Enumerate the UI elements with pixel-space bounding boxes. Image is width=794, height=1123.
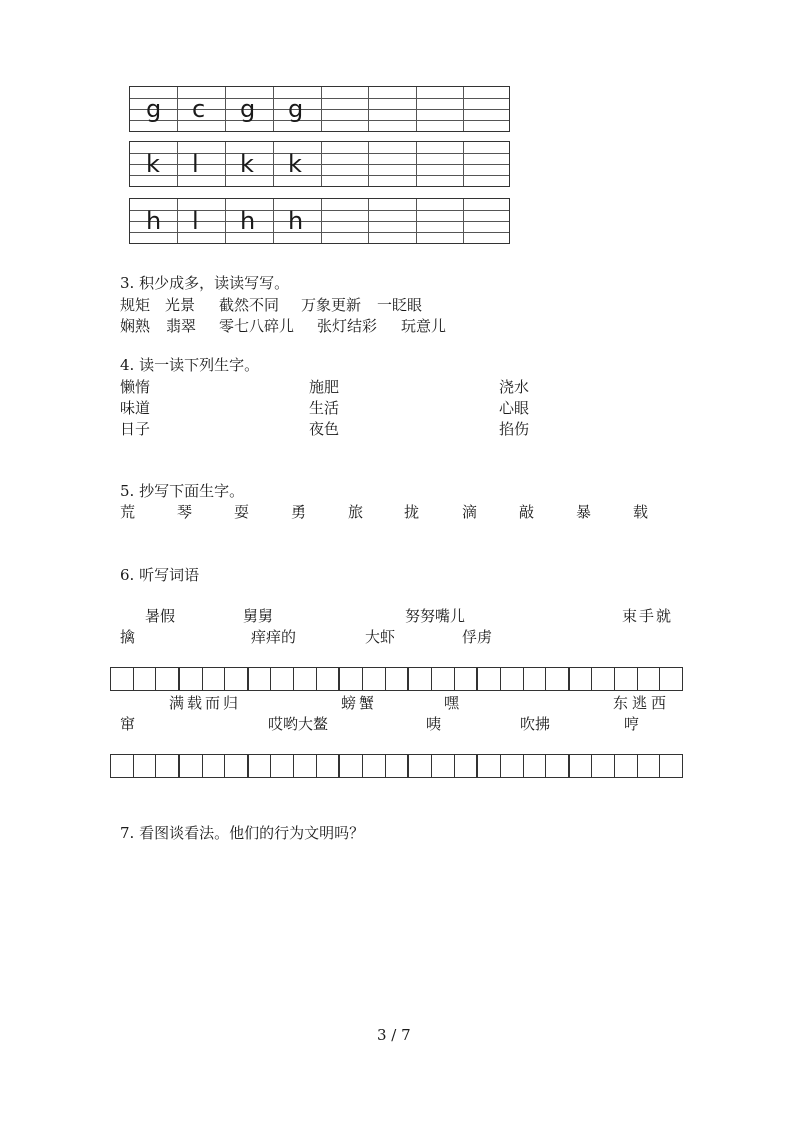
writing-box[interactable] (591, 668, 614, 690)
grid-divider (273, 142, 274, 186)
grid-line (130, 98, 509, 99)
q4-word: 掐伤 (499, 420, 530, 438)
q5-char: 拢 (404, 503, 420, 521)
writing-box[interactable] (202, 668, 225, 690)
q4-word: 夜色 (309, 420, 340, 438)
writing-box[interactable] (247, 755, 271, 777)
q4-word: 浇水 (499, 378, 530, 396)
grid-divider (177, 199, 178, 243)
q3-title: 3. 积少成多，读读写写。 (120, 274, 290, 292)
grid-divider (416, 142, 417, 186)
q6-word: 咦 (426, 715, 442, 733)
grid-line (130, 164, 509, 165)
pinyin-letter: h (288, 207, 304, 235)
writing-box[interactable] (270, 668, 293, 690)
grid-line (130, 109, 509, 110)
grid-line (130, 120, 509, 121)
writing-box[interactable] (178, 668, 202, 690)
q5-char: 敲 (519, 503, 535, 521)
q6-word: 束手就 (622, 607, 674, 625)
writing-box[interactable] (247, 668, 271, 690)
q5-char: 载 (633, 503, 649, 521)
q3-word: 翡翠 (166, 317, 197, 335)
writing-box[interactable] (385, 668, 408, 690)
q5-char: 琴 (177, 503, 193, 521)
writing-box[interactable] (270, 755, 293, 777)
q4-title: 4. 读一读下列生字。 (120, 356, 260, 374)
writing-box[interactable] (178, 755, 202, 777)
q3-word: 零七八碎儿 (219, 317, 295, 335)
q6-word: 哼 (624, 715, 640, 733)
q3-word: 截然不同 (219, 296, 280, 314)
grid-divider (368, 87, 369, 131)
pinyin-letter: k (146, 150, 160, 178)
writing-box[interactable] (591, 755, 614, 777)
q6-word: 暑假 (145, 607, 176, 625)
writing-box[interactable] (500, 755, 523, 777)
grid-divider (321, 142, 322, 186)
grid-line (130, 175, 509, 176)
grid-divider (273, 87, 274, 131)
q6-word: 努努嘴儿 (405, 607, 466, 625)
writing-box[interactable] (202, 755, 225, 777)
q6-word: 俘虏 (462, 628, 493, 646)
grid-divider (416, 199, 417, 243)
grid-line (130, 221, 509, 222)
q5-char: 暴 (576, 503, 592, 521)
writing-box[interactable] (523, 755, 546, 777)
q6-word: 擒 (120, 628, 136, 646)
q6-word: 舅舅 (243, 607, 274, 625)
writing-box[interactable] (362, 668, 385, 690)
q4-word: 懒惰 (120, 378, 151, 396)
q4-word: 味道 (120, 399, 151, 417)
pinyin-letter: g (146, 95, 162, 123)
writing-box[interactable] (431, 755, 454, 777)
q3-word: 万象更新 (301, 296, 362, 314)
grid-divider (225, 199, 226, 243)
q5-char: 滴 (462, 503, 478, 521)
q5-char: 耍 (234, 503, 250, 521)
q4-word: 生活 (309, 399, 340, 417)
pinyin-letter: k (240, 150, 254, 178)
writing-box[interactable] (568, 755, 592, 777)
writing-box[interactable] (476, 755, 500, 777)
grid-divider (416, 87, 417, 131)
writing-box[interactable] (500, 668, 523, 690)
writing-box[interactable] (659, 755, 682, 777)
grid-line (130, 232, 509, 233)
pinyin-grid (129, 86, 510, 132)
writing-box[interactable] (111, 755, 133, 777)
q6-word: 大虾 (365, 628, 396, 646)
q5-char: 旅 (348, 503, 364, 521)
pinyin-grid (129, 141, 510, 187)
q7-title: 7. 看图谈看法。他们的行为文明吗？ (120, 824, 365, 842)
pinyin-letter: h (146, 207, 162, 235)
writing-box[interactable] (385, 755, 408, 777)
writing-box[interactable] (454, 668, 477, 690)
writing-box[interactable] (111, 668, 133, 690)
writing-box[interactable] (568, 668, 592, 690)
pinyin-letter: g (240, 95, 256, 123)
q5-title: 5. 抄写下面生字。 (120, 482, 245, 500)
grid-divider (463, 199, 464, 243)
q3-word: 光景 (165, 296, 196, 314)
writing-box[interactable] (614, 755, 637, 777)
writing-box[interactable] (637, 755, 660, 777)
q3-word: 张灯结彩 (317, 317, 378, 335)
q5-char: 荒 (120, 503, 136, 521)
writing-box[interactable] (293, 755, 316, 777)
writing-box[interactable] (293, 668, 316, 690)
q3-word: 玩意儿 (401, 317, 447, 335)
writing-box[interactable] (316, 755, 339, 777)
writing-box[interactable] (407, 668, 431, 690)
writing-box[interactable] (545, 668, 568, 690)
q6-word: 嘿 (444, 694, 460, 712)
writing-box[interactable] (224, 668, 247, 690)
q6-word: 哎哟大鳌 (268, 715, 329, 733)
pinyin-letter: h (240, 207, 256, 235)
pinyin-letter: g (288, 95, 304, 123)
pinyin-grid (129, 198, 510, 244)
writing-box[interactable] (155, 668, 178, 690)
writing-box[interactable] (133, 668, 156, 690)
q3-word: 规矩 (120, 296, 151, 314)
pinyin-letter: l (192, 150, 199, 178)
writing-box[interactable] (454, 755, 477, 777)
grid-line (130, 153, 509, 154)
pinyin-letter: l (192, 207, 199, 235)
page-number: 3 / 7 (377, 1026, 411, 1044)
q6-word: 满载而归 (169, 694, 242, 712)
q6-word: 螃蟹 (341, 694, 378, 712)
writing-box[interactable] (637, 668, 660, 690)
grid-divider (368, 199, 369, 243)
writing-box[interactable] (316, 668, 339, 690)
grid-divider (177, 87, 178, 131)
writing-box[interactable] (362, 755, 385, 777)
grid-divider (177, 142, 178, 186)
grid-divider (321, 87, 322, 131)
writing-box[interactable] (523, 668, 546, 690)
q3-word: 娴熟 (120, 317, 151, 335)
writing-box[interactable] (407, 755, 431, 777)
q6-word: 东逃西 (613, 694, 671, 712)
q5-char: 勇 (291, 503, 307, 521)
writing-box[interactable] (224, 755, 247, 777)
q4-word: 施肥 (309, 378, 340, 396)
writing-box[interactable] (614, 668, 637, 690)
writing-box[interactable] (338, 668, 362, 690)
writing-box[interactable] (659, 668, 682, 690)
writing-box[interactable] (133, 755, 156, 777)
dictation-box-row-2 (110, 754, 683, 778)
grid-divider (368, 142, 369, 186)
writing-box[interactable] (155, 755, 178, 777)
pinyin-letter: k (288, 150, 302, 178)
q4-word: 心眼 (499, 399, 530, 417)
grid-divider (273, 199, 274, 243)
writing-box[interactable] (338, 755, 362, 777)
writing-box[interactable] (476, 668, 500, 690)
grid-divider (463, 142, 464, 186)
q3-word: 一眨眼 (377, 296, 423, 314)
writing-box[interactable] (545, 755, 568, 777)
dictation-box-row-1 (110, 667, 683, 691)
q4-word: 日子 (120, 420, 151, 438)
grid-divider (321, 199, 322, 243)
q6-word: 窜 (120, 715, 136, 733)
grid-divider (463, 87, 464, 131)
q6-word: 吹拂 (520, 715, 551, 733)
grid-divider (225, 142, 226, 186)
grid-line (130, 210, 509, 211)
pinyin-letter: c (192, 95, 206, 123)
q6-title: 6. 听写词语 (120, 566, 200, 584)
writing-box[interactable] (431, 668, 454, 690)
q6-word: 痒痒的 (251, 628, 297, 646)
grid-divider (225, 87, 226, 131)
